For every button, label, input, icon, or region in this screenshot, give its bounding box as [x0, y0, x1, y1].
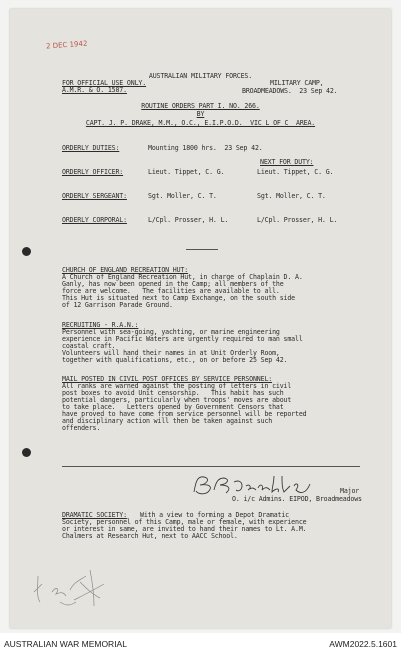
- footer-bar: [0, 633, 401, 653]
- by-line: BY: [196, 110, 205, 118]
- orderly-corporal-now: L/Cpl. Prosser, H. L.: [148, 216, 229, 224]
- ran-line-4: Volunteers will hand their names in at Unit Orderly Room,: [62, 349, 280, 357]
- orderly-corporal-label: ORDERLY CORPORAL:: [62, 216, 127, 224]
- next-for-duty-label: NEXT FOR DUTY:: [260, 158, 314, 166]
- church-line-4: This Hut is situated next to Camp Exchange, on the south side: [62, 294, 296, 302]
- dramatic-line-4: Chalmers at Research Hut, next to AACC School.: [62, 532, 238, 540]
- orderly-sergeant-label: ORDERLY SERGEANT:: [62, 192, 127, 200]
- orderly-corporal-next: L/Cpl. Prosser, H. L.: [257, 216, 338, 224]
- duties-label: ORDERLY DUTIES:: [62, 144, 120, 152]
- mail-line-5: have proved to have come from service personnel will be reported: [62, 410, 307, 418]
- punch-hole-bottom: [22, 448, 31, 457]
- mail-line-2: post boxes to avoid Unit censorship. This habit has such: [62, 389, 284, 397]
- mail-line-7: offenders.: [62, 424, 101, 432]
- org-heading: AUSTRALIAN MILITARY FORCES.: [148, 72, 253, 80]
- church-line-5: of 12 Garrison Parade Ground.: [62, 301, 173, 309]
- church-line-2: Ganly, has now been opened in the Camp; all members of the: [62, 280, 284, 288]
- ran-line-5: together with qualifications, etc., on or before 25 Sep 42.: [62, 356, 288, 364]
- punch-hole-top: [22, 247, 31, 256]
- dramatic-line-3: or interest in same, are invited to hand their names to Lt. A.M.: [62, 525, 307, 533]
- date-stamp: 2 DEC 1942: [45, 39, 88, 51]
- official-use: FOR OFFICIAL USE ONLY.: [62, 79, 147, 87]
- dramatic-line-2: Society, personnel of this Camp, male or female, with experience: [62, 518, 307, 526]
- dramatic-title: DRAMATIC SOCIETY:: [62, 511, 127, 519]
- orderly-sergeant-now: Sgt. Moller, C. T.: [148, 192, 217, 200]
- ran-line-2: experience in Pacific Waters are urgently required to man small: [62, 335, 303, 343]
- ran-line-1: Personnel with sea-going, yachting, or marine engineering: [62, 328, 280, 336]
- duties-text: Mounting 1800 hrs. 23 Sep 42.: [148, 144, 263, 152]
- mail-line-1: All ranks are warned against the posting of letters in civil: [62, 382, 292, 390]
- commanding-officer: CAPT. J. P. DRAKE, M.M., O.C., E.I.P.O.D. VIC L OF C AREA.: [85, 119, 316, 127]
- orderly-sergeant-next: Sgt. Moller, C. T.: [257, 192, 326, 200]
- military-camp: MILITARY CAMP,: [270, 79, 324, 87]
- footer-institution: AUSTRALIAN WAR MEMORIAL: [4, 639, 127, 649]
- church-title: CHURCH OF ENGLAND RECREATION HUT:: [62, 266, 189, 274]
- mail-title: MAIL POSTED IN CIVIL POST OFFICES BY SERVICE PERSONNEL:: [62, 375, 273, 383]
- signatory-rank: Major: [340, 487, 360, 495]
- dramatic-line-1: With a view to forming a Depot Dramatic: [140, 511, 289, 519]
- footer-accession-number: AWM2022.5.1601: [329, 639, 397, 649]
- amr-reference: A.M.R. & O. 1587.: [62, 86, 127, 94]
- signature-rule: [62, 466, 360, 467]
- ran-title: RECRUITING - R.A.N.:: [62, 321, 139, 329]
- routine-orders-title: ROUTINE ORDERS PART I. NO. 266.: [141, 102, 260, 110]
- orderly-officer-now: Lieut. Tippet, C. G.: [148, 168, 225, 176]
- ran-line-3: coastal craft.: [62, 342, 116, 350]
- section-divider: [186, 249, 218, 250]
- place-date: BROADMEADOWS. 23 Sep 42.: [242, 87, 338, 95]
- church-line-3: force are welcome. The facilities are available to all.: [62, 287, 280, 295]
- mail-line-6: and disciplinary action will then be taken against such: [62, 417, 273, 425]
- orderly-officer-label: ORDERLY OFFICER:: [62, 168, 124, 176]
- mail-line-4: to take place. Letters opened by Government Censors that: [62, 403, 284, 411]
- signatory-appointment: O. i/c Admins. EIPOD, Broadmeadows: [232, 495, 362, 503]
- mail-line-3: potential dangers, particularly when troops' moves are about: [62, 396, 292, 404]
- pencil-scribble: [30, 562, 114, 612]
- orderly-officer-next: Lieut. Tippet, C. G.: [257, 168, 334, 176]
- church-line-1: A Church of England Recreation Hut, in charge of Chaplain D. A.: [62, 273, 303, 281]
